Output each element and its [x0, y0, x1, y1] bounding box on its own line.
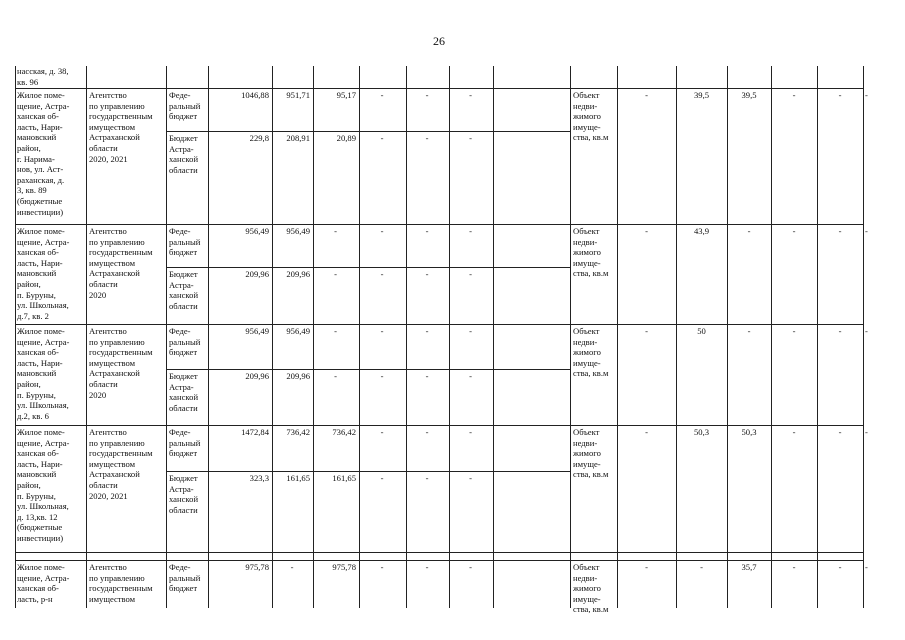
indicator-value: - [838, 226, 842, 236]
funding-value: - [380, 427, 384, 437]
indicator-name: Объект недви- жимого имуще- ства, кв.м [573, 90, 609, 143]
funding-value: - [425, 371, 429, 381]
funding-value: 95,17 [336, 90, 356, 100]
funding-value: 20,89 [336, 133, 356, 143]
funding-value: - [290, 562, 294, 572]
indicator-value: - [645, 226, 648, 236]
funding-value: 951,71 [286, 90, 310, 100]
funding-value: 975,78 [332, 562, 356, 572]
indicator-name: Объект недви- жимого имуще- ства, кв.м [573, 326, 609, 379]
funding-value: - [469, 133, 472, 143]
indicator-value: - [865, 562, 868, 572]
indicator-value: - [792, 562, 796, 572]
column-rule [570, 66, 571, 608]
funding-value: - [469, 427, 472, 437]
column-rule [208, 66, 209, 608]
funding-value: - [334, 269, 337, 279]
funding-value: - [380, 90, 384, 100]
column-rule [406, 66, 407, 608]
funding-source: Бюджет Астра- ханской области [169, 269, 199, 311]
column-rule [771, 66, 772, 608]
indicator-value: 39,5 [693, 90, 710, 100]
indicator-value: - [747, 226, 751, 236]
funding-value: - [425, 562, 429, 572]
funding-value: - [380, 326, 384, 336]
row-rule [15, 425, 863, 426]
column-rule [15, 66, 16, 608]
indicator-value: - [792, 427, 796, 437]
indicator-value: - [747, 326, 751, 336]
indicator-value: 50,3 [741, 427, 757, 437]
funding-value: 161,65 [286, 473, 310, 483]
indicator-value: - [645, 427, 648, 437]
funding-value: - [334, 326, 337, 336]
subrow-rule [166, 369, 570, 370]
indicator-value: 43,9 [693, 226, 710, 236]
indicator-value: - [700, 562, 703, 572]
funding-value: - [469, 90, 472, 100]
row-rule [15, 324, 863, 325]
funding-value: - [425, 326, 429, 336]
funding-value: 956,49 [286, 226, 310, 236]
funding-source: Феде- ральный бюджет [169, 562, 201, 594]
indicator-value: - [838, 562, 842, 572]
funding-value: - [380, 371, 384, 381]
indicator-value: - [865, 90, 868, 100]
funding-value: 209,96 [286, 371, 310, 381]
funding-value: 736,42 [286, 427, 310, 437]
address-fragment: насская, д. 38, кв. 96 [17, 66, 69, 87]
funding-value: - [334, 371, 337, 381]
funding-source: Феде- ральный бюджет [169, 226, 201, 258]
responsible-agency: Агентство по управлению государственным имуществом Астраханской области 2020 [89, 326, 153, 400]
indicator-value: 35,7 [741, 562, 757, 572]
funding-source: Феде- ральный бюджет [169, 326, 201, 358]
subrow-rule [166, 471, 570, 472]
indicator-name: Объект недви- жимого имуще- ства, кв.м [573, 427, 609, 480]
indicator-value: - [645, 562, 648, 572]
funding-value: 209,96 [245, 371, 269, 381]
funding-value: 161,65 [332, 473, 356, 483]
indicator-value: - [645, 326, 648, 336]
indicator-value: 39,5 [741, 90, 757, 100]
indicator-value: - [865, 326, 868, 336]
row-rule [15, 560, 863, 561]
column-rule [617, 66, 618, 608]
funding-value: - [425, 427, 429, 437]
funding-value: 209,96 [245, 269, 269, 279]
funding-source: Бюджет Астра- ханской области [169, 371, 199, 413]
indicator-value: - [645, 90, 648, 100]
subrow-rule [166, 131, 570, 132]
funding-value: - [425, 269, 429, 279]
indicator-value: - [865, 427, 868, 437]
funding-value: 209,96 [286, 269, 310, 279]
funding-value: - [334, 226, 337, 236]
responsible-agency: Агентство по управлению государственным имуществом Астраханской области 2020, 2021 [89, 90, 153, 164]
column-rule [863, 66, 864, 608]
funding-value: 956,49 [286, 326, 310, 336]
column-rule [359, 66, 360, 608]
page-number: 26 [433, 34, 445, 48]
indicator-value: - [838, 90, 842, 100]
funding-value: - [469, 226, 472, 236]
funding-value: - [469, 371, 472, 381]
responsible-agency: Агентство по управлению государственным имуществом Астраханской области 2020 [89, 226, 153, 300]
funding-source: Феде- ральный бюджет [169, 90, 201, 122]
column-rule [817, 66, 818, 608]
subrow-rule [166, 267, 570, 268]
funding-value: - [469, 473, 472, 483]
responsible-agency: Агентство по управлению государственным имуществом Астраханской области 2020, 2021 [89, 427, 153, 501]
indicator-value: - [838, 326, 842, 336]
funding-value: - [425, 90, 429, 100]
row-rule [570, 88, 863, 89]
object-address: Жилое поме- щение, Астра- ханская об- ласть, Нари- мановский район, п. Буруны, ул. Школьная, д.7, кв. 2 [17, 226, 70, 321]
funding-source: Бюджет Астра- ханской области [169, 473, 199, 515]
funding-value: - [380, 226, 384, 236]
indicator-value: 50 [697, 326, 706, 336]
funding-value: 1046,88 [241, 90, 269, 100]
funding-value: - [469, 269, 472, 279]
funding-value: 229,8 [249, 133, 269, 143]
funding-value: - [469, 562, 472, 572]
indicator-name: Объект недви- жимого имуще- ства, кв.м [573, 562, 609, 615]
funding-value: - [425, 226, 429, 236]
column-rule [493, 66, 494, 608]
row-rule [15, 552, 863, 553]
funding-value: - [380, 562, 384, 572]
column-rule [676, 66, 677, 608]
responsible-agency: Агентство по управлению государственным имуществом [89, 562, 153, 604]
funding-value: 1472,84 [241, 427, 269, 437]
funding-value: 975,78 [245, 562, 269, 572]
column-rule [86, 66, 87, 608]
column-rule [166, 66, 167, 608]
object-address: Жилое поме- щение, Астра- ханская об- ласть, Нари- мановский район, г. Нарима- нов, ул. Аст- раханская, д. 3, кв. 89 (бюджетные инвестиции) [17, 90, 70, 217]
column-rule [272, 66, 273, 608]
indicator-name: Объект недви- жимого имуще- ства, кв.м [573, 226, 609, 279]
funding-value: - [380, 269, 384, 279]
funding-value: - [425, 473, 429, 483]
indicator-value: - [838, 427, 842, 437]
funding-value: - [380, 473, 384, 483]
indicator-value: - [865, 226, 868, 236]
funding-value: - [380, 133, 384, 143]
indicator-value: - [792, 226, 796, 236]
funding-value: - [425, 133, 429, 143]
funding-value: 323,3 [249, 473, 269, 483]
funding-value: - [469, 326, 472, 336]
funding-value: 736,42 [332, 427, 356, 437]
row-rule [15, 88, 570, 89]
funding-value: 956,49 [245, 326, 269, 336]
funding-source: Бюджет Астра- ханской области [169, 133, 199, 175]
row-rule [15, 224, 863, 225]
column-rule [313, 66, 314, 608]
column-rule [727, 66, 728, 608]
column-rule [449, 66, 450, 608]
object-address: Жилое поме- щение, Астра- ханская об- ласть, Нари- мановский район, п. Буруны, ул. Школьная, д.2, кв. 6 [17, 326, 70, 421]
funding-source: Феде- ральный бюджет [169, 427, 201, 459]
funding-value: 956,49 [245, 226, 269, 236]
object-address: Жилое поме- щение, Астра- ханская об- ласть, р-н [17, 562, 70, 604]
indicator-value: 50,3 [693, 427, 710, 437]
indicator-value: - [792, 326, 796, 336]
funding-value: 208,91 [286, 133, 310, 143]
indicator-value: - [792, 90, 796, 100]
object-address: Жилое поме- щение, Астра- ханская об- ласть, Нари- мановский район, п. Буруны, ул. Школьная, д. 13,кв. 12 (бюджетные инвестиции) [17, 427, 70, 543]
